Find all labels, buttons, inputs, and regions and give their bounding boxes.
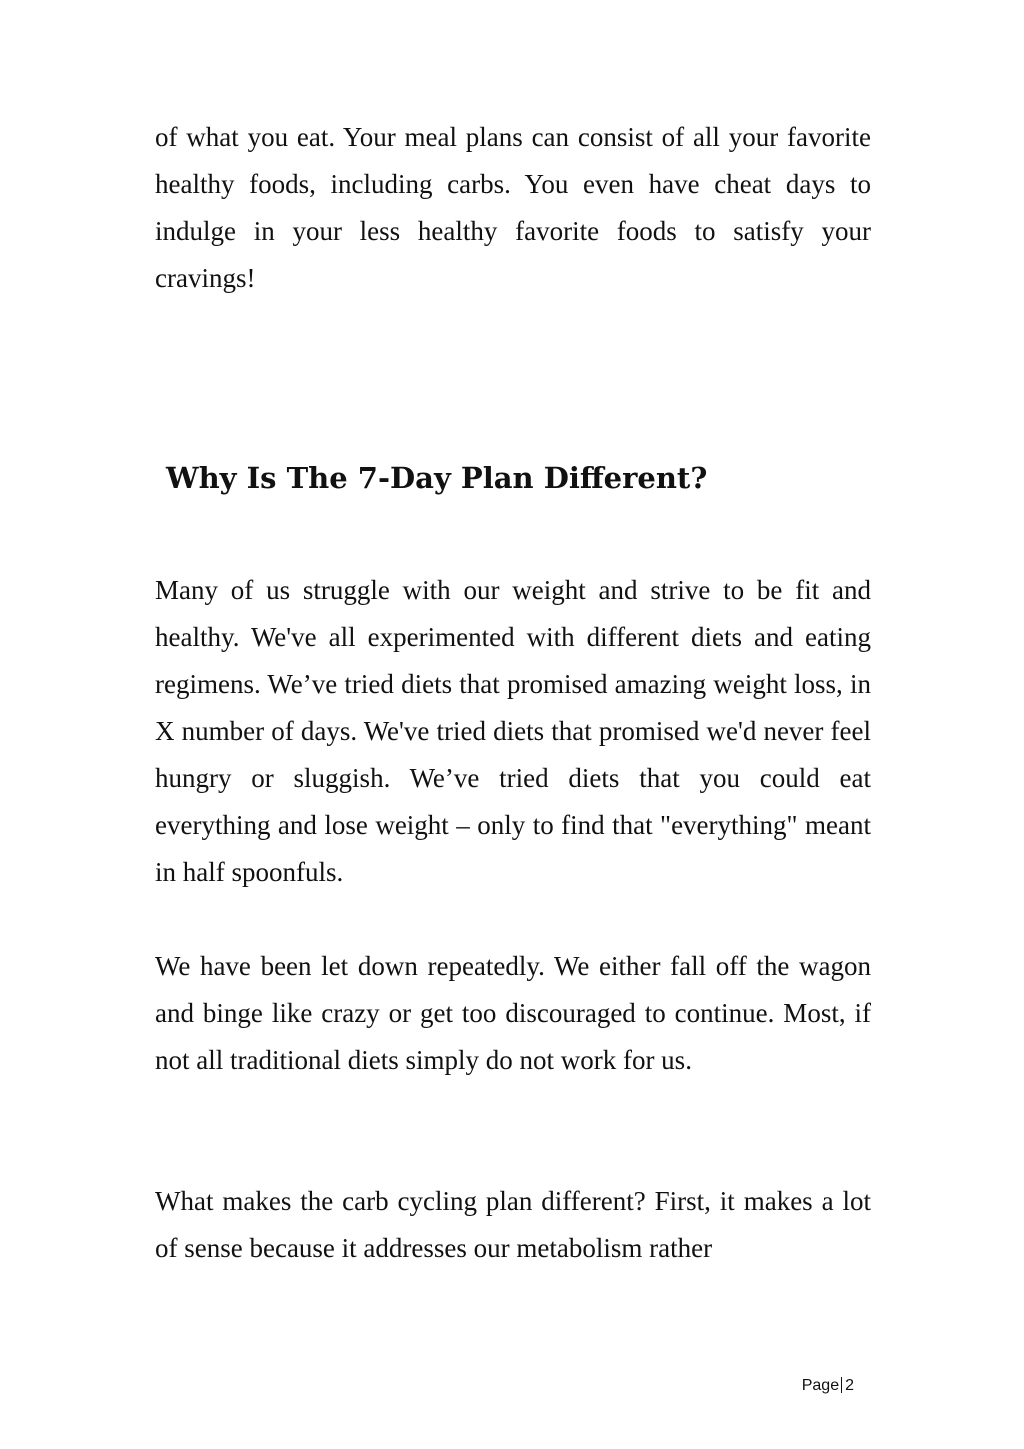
page-number: 2	[845, 1377, 854, 1394]
paragraph-carb-cycling: What makes the carb cycling plan different? First, it makes a lot of sense because it addresses our metabolism rather	[155, 1186, 871, 1263]
paragraph-intro: of what you eat. Your meal plans can consist of all your favorite healthy foods, including carbs. You even have cheat days to indulge in your less healthy favorite foods to satisfy your cravings!	[155, 122, 871, 293]
footer-separator	[841, 1377, 842, 1393]
section-heading: Why Is The 7-Day Plan Different?	[166, 461, 708, 495]
page-label: Page	[801, 1377, 840, 1394]
page-footer	[802, 1377, 854, 1395]
paragraph-let-down: We have been let down repeatedly. We either fall off the wagon and binge like crazy or get too discouraged to continue. Most, if not all traditional diets simply do not work for us.	[155, 951, 871, 1075]
paragraph-struggle: Many of us struggle with our weight and strive to be fit and healthy. We've all experimented with different diets and eating regimens. We’ve tried diets that promised amazing weight loss, in X number of days. We've tried diets that promised we'd never feel hungry or sluggish. We’ve tried diets that you could eat everything and lose weight – only to find that "everything" meant in half spoonfuls.	[155, 575, 871, 887]
